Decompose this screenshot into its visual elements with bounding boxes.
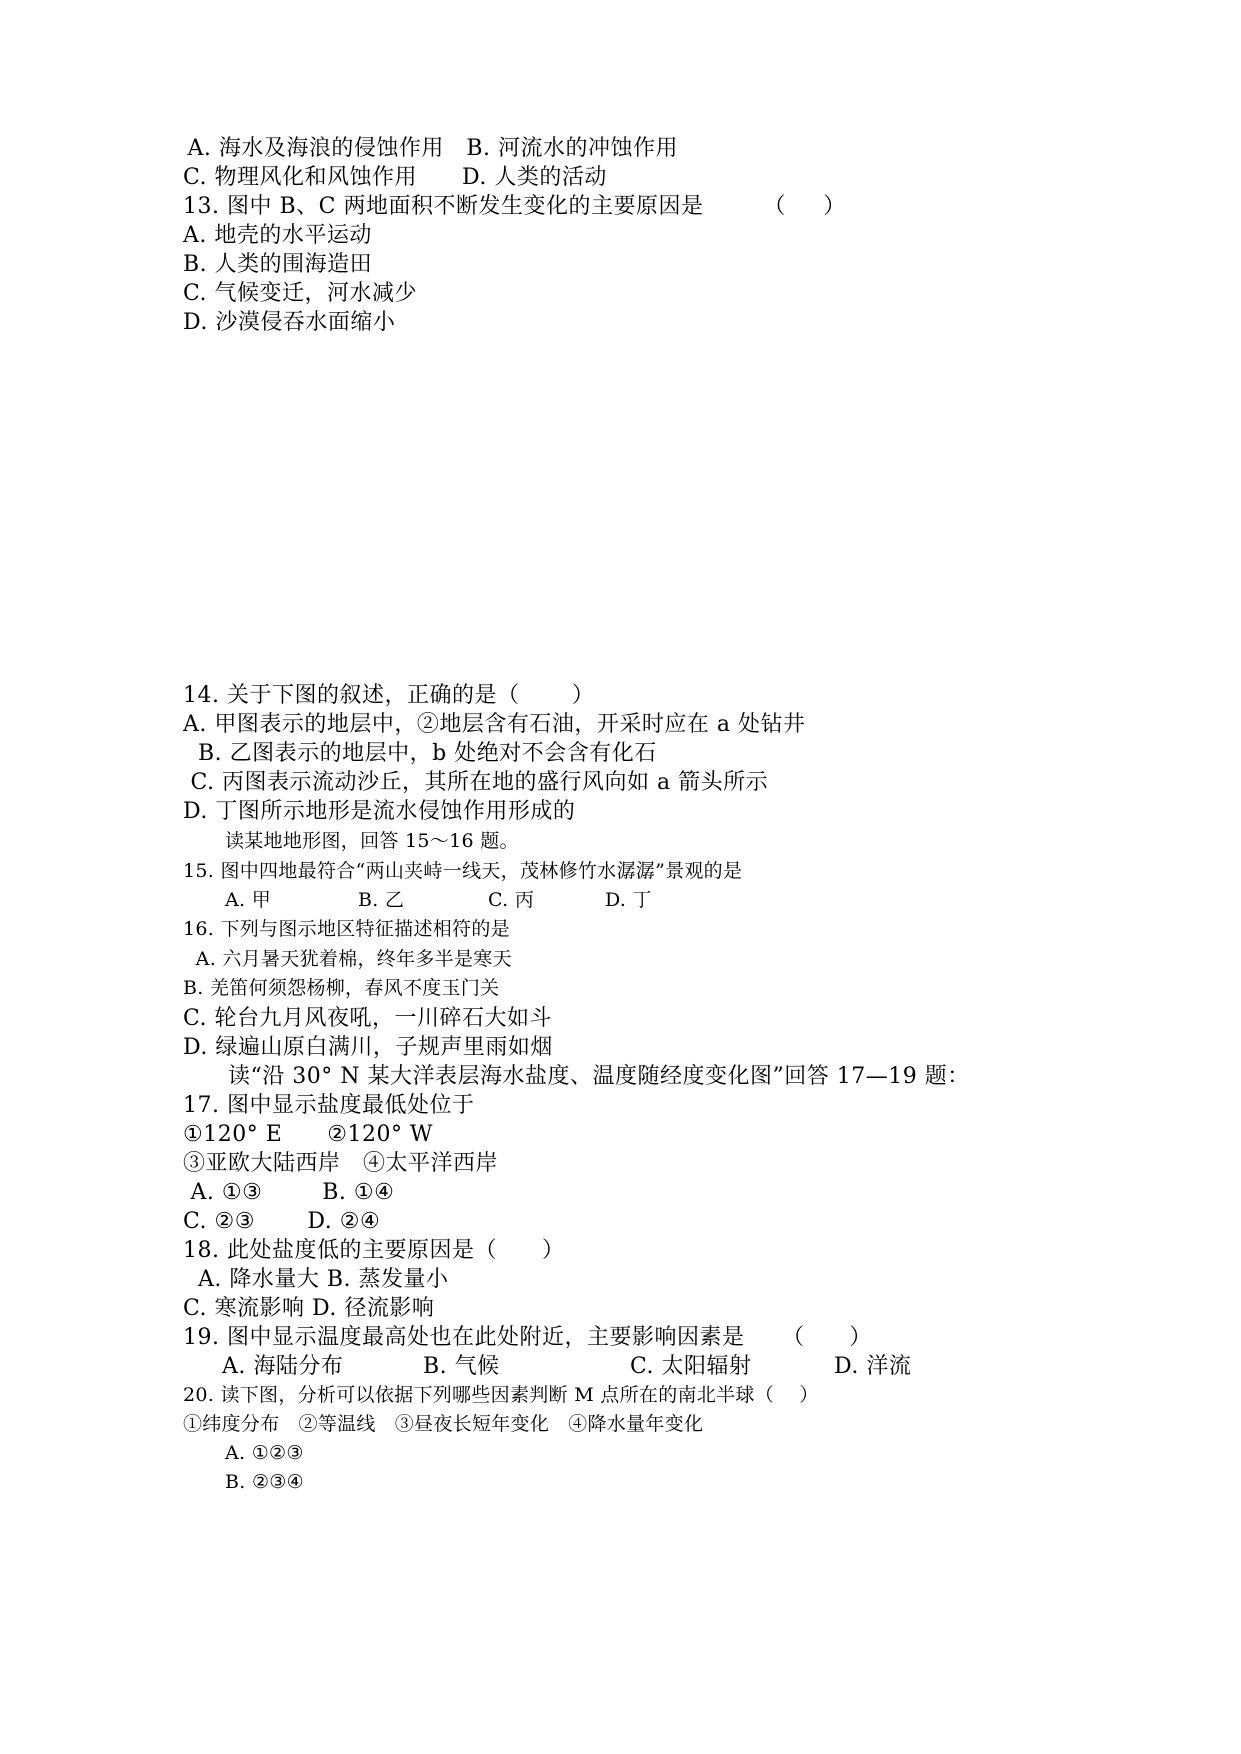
q12-options-cd: C. 物理风化和风蚀作用 D. 人类的活动 [183,165,607,190]
q16-option-a: A. 六月暑天犹着棉，终年多半是寒天 [183,948,512,970]
q13-option-d: D. 沙漠侵吞水面缩小 [183,310,396,335]
q17-items-line2: ③亚欧大陆西岸 ④太平洋西岸 [183,1151,498,1176]
q19-option-c: C. 太阳辐射 [630,1354,752,1379]
q16-stem: 16. 下列与图示地区特征描述相符的是 [183,918,510,940]
q14-option-c: C. 丙图表示流动沙丘，其所在地的盛行风向如 a 箭头所示 [183,770,769,795]
intro-15-16: 读某地地形图，回答 15～16 题。 [225,830,519,852]
q14-option-a: A. 甲图表示的地层中，②地层含有石油，开采时应在 a 处钻井 [183,712,806,737]
q13-option-b: B. 人类的围海造田 [183,252,373,277]
q17-items-line1: ①120° E ②120° W [183,1122,434,1147]
q18-options-cd: C. 寒流影响 D. 径流影响 [183,1296,435,1321]
q16-option-b: B. 羌笛何须怨杨柳，春风不度玉门关 [183,977,500,999]
q15-option-d: D. 丁 [605,889,652,911]
q20-stem: 20. 读下图，分析可以依据下列哪些因素判断 M 点所在的南北半球（ ） [183,1384,819,1406]
q14-stem: 14. 关于下图的叙述，正确的是（ ） [183,683,595,708]
q13-option-a: A. 地壳的水平运动 [183,223,372,248]
q15-option-b: B. 乙 [358,889,405,911]
q20-items: ①纬度分布 ②等温线 ③昼夜长短年变化 ④降水量年变化 [183,1413,704,1435]
q13-stem: 13. 图中 B、C 两地面积不断发生变化的主要原因是 （ ） [183,194,846,219]
q19-option-b: B. 气候 [423,1354,500,1379]
q16-option-d: D. 绿遍山原白满川，子规声里雨如烟 [183,1035,553,1060]
q19-option-d: D. 洋流 [834,1354,912,1379]
q20-option-b: B. ②③④ [225,1471,304,1493]
q12-options-ab: A. 海水及海浪的侵蚀作用 B. 河流水的冲蚀作用 [180,136,679,161]
q20-option-a: A. ①②③ [225,1442,304,1464]
q14-option-b: B. 乙图表示的地层中，b 处绝对不会含有化石 [183,741,657,766]
q18-stem: 18. 此处盐度低的主要原因是（ ） [183,1238,565,1263]
q13-option-c: C. 气候变迁，河水减少 [183,281,418,306]
q17-options-cd: C. ②③ D. ②④ [183,1209,381,1234]
q19-stem: 19. 图中显示温度最高处也在此处附近，主要影响因素是 （ ） [183,1325,872,1350]
q16-option-c: C. 轮台九月风夜吼，一川碎石大如斗 [183,1006,553,1031]
q18-options-ab: A. 降水量大 B. 蒸发量小 [183,1267,449,1292]
q17-stem: 17. 图中显示盐度最低处位于 [183,1093,475,1118]
q15-stem: 15. 图中四地最符合“两山夹峙一线天，茂林修竹水潺潺”景观的是 [183,860,743,882]
q17-options-ab: A. ①③ B. ①④ [183,1180,395,1205]
q19-option-a: A. 海陆分布 [222,1354,344,1379]
blank-figure-area [185,385,1055,655]
q15-option-a: A. 甲 [225,889,272,911]
q15-option-c: C. 丙 [488,889,535,911]
q14-option-d: D. 丁图所示地形是流水侵蚀作用形成的 [183,799,576,824]
intro-17-19: 读“沿 30° N 某大洋表层海水盐度、温度随经度变化图”回答 17—19 题： [228,1064,970,1089]
